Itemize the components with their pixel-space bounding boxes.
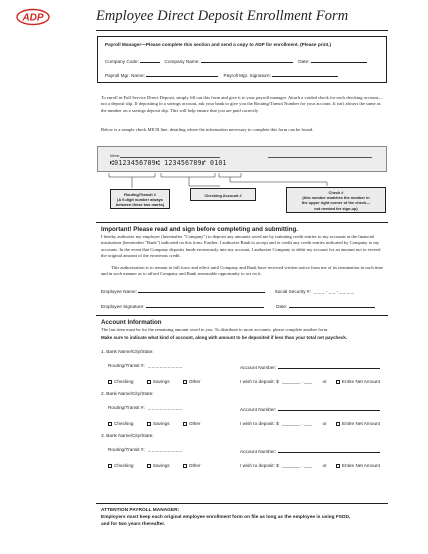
bank-3-savings-option[interactable]: [147, 463, 170, 468]
footer-heading: ATTENTION PAYROLL MANAGER:: [101, 508, 180, 513]
authorization-heading: Important! Please read and sign before completing and submitting.: [101, 226, 298, 233]
bank-3-other-label: Other: [188, 463, 201, 468]
bank-2-label: 2. Bank Name/City/State:: [101, 391, 154, 396]
company-code-label: Company Code:: [105, 59, 139, 64]
account-pointer: [189, 177, 220, 186]
employee-name-label: Employee Name:: [101, 289, 137, 294]
checkbox-icon[interactable]: [147, 380, 151, 384]
bank-3-type-row: [108, 463, 201, 469]
bank-1-checking-label: Checking: [114, 379, 134, 384]
company-name-label: Company Name:: [164, 59, 200, 64]
bank-1-entire-option[interactable]: [336, 379, 380, 384]
bank-1-or: or: [322, 379, 327, 384]
bank-3-account-row: [240, 447, 380, 455]
bank-1-account-row: [240, 363, 380, 371]
bank-block-2: [101, 391, 391, 435]
bank-3-or: or: [322, 463, 327, 468]
bank-1-routing-field[interactable]: _ _ _ _ _ _ _ _ _: [148, 363, 183, 368]
checkbox-icon[interactable]: [147, 422, 151, 426]
bank-3-routing-label: Routing/Transit #:: [108, 447, 145, 452]
bank-1-account-label: Account Number:: [240, 365, 277, 370]
bank-1-account-field[interactable]: [278, 363, 380, 369]
section-rule-1: [96, 222, 388, 223]
routing-bracket: [109, 173, 155, 177]
manager-row-2: [105, 71, 338, 79]
bank-3-other-option[interactable]: [183, 463, 201, 468]
bank-1-deposit-field[interactable]: _______ . ___: [282, 379, 313, 384]
company-name-field[interactable]: [201, 57, 293, 63]
bank-3-deposit-label: I wish to deposit: $: [240, 463, 279, 468]
bank-3-label: 3. Bank Name/City/State:: [101, 433, 154, 438]
company-code-field[interactable]: [140, 57, 160, 63]
ssn-label: Social Security #:: [274, 289, 311, 294]
bank-2-or: or: [322, 421, 327, 426]
checkbox-icon[interactable]: [336, 380, 340, 384]
check-memo-line: [120, 157, 220, 158]
bank-2-entire-label: Entire Net Amount: [341, 421, 380, 426]
bank-2-routing-row: [108, 405, 182, 411]
manager-instruction: Payroll Manager—Please complete this section and send a copy to ADP for enrollment. (Please print.): [105, 42, 332, 47]
bank-2-deposit-label: I wish to deposit: $: [240, 421, 279, 426]
bank-2-account-label: Account Number:: [240, 407, 277, 412]
mgr-name-field[interactable]: [146, 71, 218, 77]
employee-date-label: Date:: [276, 304, 288, 309]
check-callout-lines: [97, 160, 387, 190]
account-callout-text: Checking Account #: [204, 192, 242, 198]
adp-logo-text: ADP: [22, 12, 44, 24]
section-rule-3: [96, 503, 388, 504]
adp-logo: [14, 8, 50, 26]
checkbox-icon[interactable]: [183, 380, 187, 384]
bank-1-other-option[interactable]: [183, 379, 201, 384]
bank-3-account-label: Account Number:: [240, 449, 277, 454]
intro-paragraph-1: To enroll in Full Service Direct Deposit, simply fill out this form and give it to your payroll manager. Attach a voided check for each checking account—not a deposit slip. If depositing to a savings account, ask your bank to give you the Routing/Transit Number for your account. It isn't always the same as the number on a savings deposit slip. This will help ensure that you are paid correctly.: [101, 95, 383, 113]
employee-name-row: [101, 287, 354, 295]
bank-3-checking-option[interactable]: [108, 463, 134, 468]
manager-date-field[interactable]: [311, 57, 367, 63]
account-callout-box: [190, 188, 256, 201]
section-rule-2: [96, 315, 388, 316]
authorization-paragraph-1: I hereby authorize my employer (hereinafter "Company") to deposit any amounts owed me by initiating credit entries to my accounts at the financial institutions (hereinafter "Bank") indicated on this form. Further, I authorize Bank to accept and to credit any credit entries indicated by Company to my accounts. In the event that Company deposits funds erroneously into my account, I authorize Company to debit my account for an amount not to exceed the original amount of the erroneous credit.: [101, 234, 381, 258]
bank-2-deposit-row: [240, 421, 380, 427]
checkbox-icon[interactable]: [183, 464, 187, 468]
check-memo-label: Memo: [110, 154, 120, 158]
bank-2-checking-label: Checking: [114, 421, 134, 426]
bank-1-checking-option[interactable]: [108, 379, 134, 384]
bank-1-type-row: [108, 379, 201, 385]
manager-date-label: Date:: [298, 59, 310, 64]
mgr-signature-field[interactable]: [272, 71, 338, 77]
bank-3-deposit-field[interactable]: _______ . ___: [282, 463, 313, 468]
bank-3-routing-row: [108, 447, 182, 453]
bank-3-savings-label: Savings: [152, 463, 170, 468]
bank-1-routing-row: [108, 363, 182, 369]
bank-1-savings-label: Savings: [152, 379, 170, 384]
bank-2-other-label: Other: [188, 421, 201, 426]
checkbox-icon[interactable]: [183, 422, 187, 426]
bank-3-deposit-row: [240, 463, 380, 469]
bank-2-routing-field[interactable]: _ _ _ _ _ _ _ _ _: [148, 405, 183, 410]
bank-2-savings-label: Savings: [152, 421, 170, 426]
routing-callout-box: [110, 189, 170, 209]
account-bracket: [161, 173, 215, 177]
routing-callout-text: Routing/Transit # (A 9-digit number always between these two marks): [115, 192, 165, 208]
bank-1-savings-option[interactable]: [147, 379, 170, 384]
checkbox-icon[interactable]: [108, 380, 112, 384]
check-signature-line: [268, 157, 372, 158]
mgr-signature-label: Payroll Mgr. Signature:: [223, 73, 271, 78]
check-number-pointer: [230, 177, 327, 186]
bank-2-savings-option[interactable]: [147, 421, 170, 426]
bank-1-entire-label: Entire Net Amount: [341, 379, 380, 384]
check-number-callout-box: [286, 187, 386, 213]
bank-block-1: [101, 349, 391, 393]
mgr-name-label: Payroll Mgr. Name:: [105, 73, 145, 78]
authorization-paragraph-2: This authorization is to remain in full force and effect until Company and Bank have received written notice from me of its termination in such time and in such manner as to afford Company and Bank reasonable opportunity to act on it.: [101, 265, 384, 277]
bank-1-other-label: Other: [188, 379, 201, 384]
checkbox-icon[interactable]: [336, 464, 340, 468]
adp-logo-mark: [14, 8, 50, 26]
footer-text: Employers must keep each original employee enrollment form on file as long as the employee is using FSDD, and for two years thereafter.: [101, 515, 351, 527]
bank-3-routing-field[interactable]: _ _ _ _ _ _ _ _ _: [148, 447, 183, 452]
employee-date-field[interactable]: [289, 302, 375, 308]
manager-row-1: [105, 57, 367, 65]
ssn-field[interactable]: _ _ _ - _ _ - _ _ _ _: [314, 289, 354, 294]
payroll-manager-box: [97, 36, 387, 83]
check-micr-line: ⑆0123456789⑆ 123456789⑈ 0101: [110, 159, 227, 167]
bank-3-account-field[interactable]: [278, 447, 380, 453]
bank-1-deposit-label: I wish to deposit: $: [240, 379, 279, 384]
checkbox-icon[interactable]: [108, 422, 112, 426]
page-title: Employee Direct Deposit Enrollment Form: [96, 8, 349, 24]
employee-name-field[interactable]: [138, 287, 265, 293]
checkbox-icon[interactable]: [108, 464, 112, 468]
employee-signature-field[interactable]: [146, 302, 264, 308]
account-info-note: The last item must be for the remaining amount owed to you. To distribute to more accounts, please complete another form.: [101, 327, 329, 332]
bank-block-3: [101, 433, 391, 477]
intro-paragraph-2: Below is a sample check MICR line, detailing where the information necessary to complete this form can be found.: [101, 127, 314, 132]
bank-2-account-row: [240, 405, 380, 413]
bank-2-deposit-field[interactable]: _______ . ___: [282, 421, 313, 426]
bank-1-routing-label: Routing/Transit #:: [108, 363, 145, 368]
account-info-bold-note: Make sure to indicate what kind of account, along with amount to be deposited if less than your total net paycheck.: [101, 335, 348, 340]
bank-2-entire-option[interactable]: [336, 421, 380, 426]
checkbox-icon[interactable]: [336, 422, 340, 426]
bank-2-other-option[interactable]: [183, 421, 201, 426]
bank-3-entire-label: Entire Net Amount: [341, 463, 380, 468]
check-number-callout-text: Check # (this number matches the number in the upper right corner of the check— not needed for sign-up): [301, 190, 371, 211]
account-info-heading: Account Information: [101, 319, 162, 326]
bank-1-deposit-row: [240, 379, 380, 385]
employee-signature-label: Employee Signature:: [101, 304, 145, 309]
bank-3-checking-label: Checking: [114, 463, 134, 468]
bank-2-type-row: [108, 421, 201, 427]
bank-2-checking-option[interactable]: [108, 421, 134, 426]
title-rule: [96, 30, 388, 31]
bank-3-entire-option[interactable]: [336, 463, 380, 468]
checkbox-icon[interactable]: [147, 464, 151, 468]
bank-2-routing-label: Routing/Transit #:: [108, 405, 145, 410]
bank-2-account-field[interactable]: [278, 405, 380, 411]
employee-signature-row: [101, 302, 375, 310]
bank-1-label: 1. Bank Name/City/State:: [101, 349, 154, 354]
check-number-bracket: [219, 173, 241, 177]
